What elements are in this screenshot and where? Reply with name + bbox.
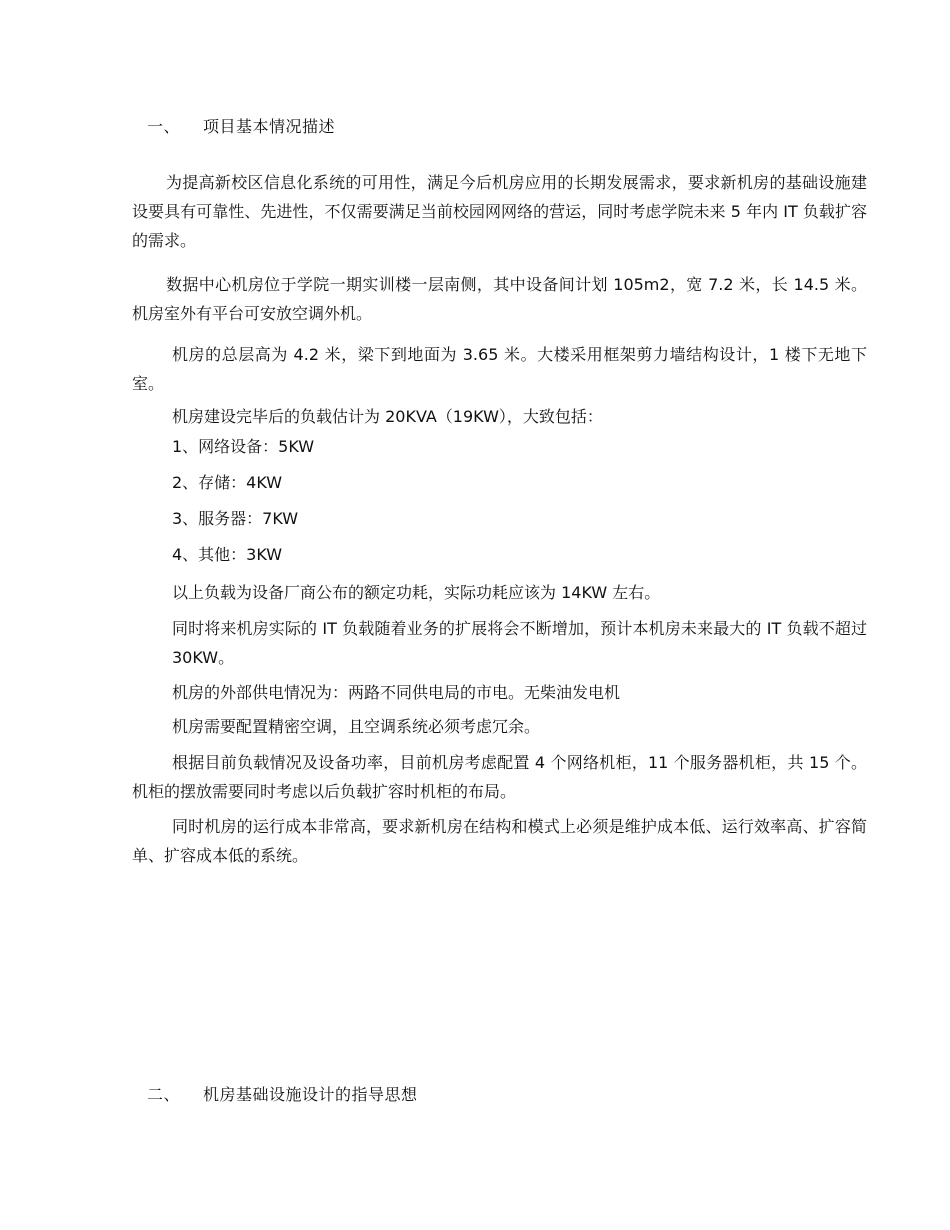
note-air-conditioning: 机房需要配置精密空调，且空调系统必须考虑冗余。 <box>172 717 541 736</box>
load-item-storage: 2、存储：4KW <box>172 473 283 492</box>
paragraph-load-estimate: 机房建设完毕后的负载估计为 20KVA（19KW），大致包括： <box>172 407 603 426</box>
load-item-other: 4、其他：3KW <box>172 545 283 564</box>
paragraph-purpose: 为提高新校区信息化系统的可用性，满足今后机房应用的长期发展需求，要求新机房的基础设施建设要具有可靠性、先进性，不仅需要满足当前校园网网络的营运，同时考虑学院未来 5 年内 IT 负载扩容的需求。 <box>132 173 867 250</box>
load-item-server: 3、服务器：7KW <box>172 509 299 528</box>
note-operating-cost: 同时机房的运行成本非常高，要求新机房在结构和模式上必须是维护成本低、运行效率高、扩容简单、扩容成本低的系统。 <box>132 817 867 865</box>
section-title: 机房基础设施设计的指导思想 <box>203 1085 418 1104</box>
note-cabinets: 根据目前负载情况及设备功率，目前机房考虑配置 4 个网络机柜，11 个服务器机柜，共 15 个。机柜的摆放需要同时考虑以后负载扩容时机柜的布局。 <box>132 753 867 801</box>
section-title: 项目基本情况描述 <box>203 117 336 136</box>
load-item-network: 1、网络设备：5KW <box>172 437 315 456</box>
note-power-supply: 机房的外部供电情况为：两路不同供电局的市电。无柴油发电机 <box>172 683 621 702</box>
paragraph-height: 机房的总层高为 4.2 米，梁下到地面为 3.65 米。大楼采用框架剪力墙结构设计，1 楼下无地下室。 <box>132 345 867 393</box>
section-heading-1 <box>147 114 335 137</box>
note-actual-power: 以上负载为设备厂商公布的额定功耗，实际功耗应该为 14KW 左右。 <box>172 583 661 602</box>
note-future-load: 同时将来机房实际的 IT 负载随着业务的扩展将会不断增加，预计本机房未来最大的 IT 负载不超过 30KW。 <box>172 619 867 667</box>
section-heading-2 <box>147 1082 418 1105</box>
section-number: 二、 <box>147 1085 181 1104</box>
paragraph-location: 数据中心机房位于学院一期实训楼一层南侧，其中设备间计划 105m2，宽 7.2 米，长 14.5 米。机房室外有平台可安放空调外机。 <box>132 275 867 323</box>
section-number: 一、 <box>147 117 181 136</box>
